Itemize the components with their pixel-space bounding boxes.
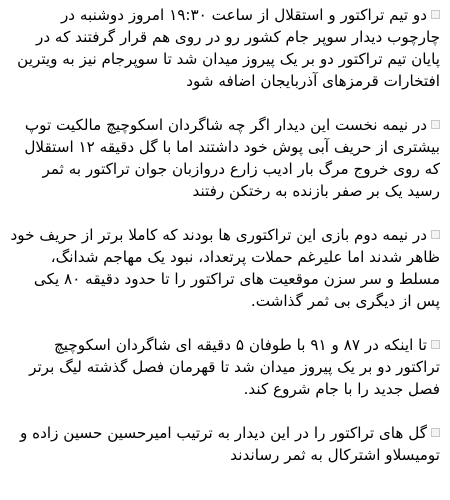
bullet-icon: [431, 10, 440, 19]
bullet-icon: [431, 340, 440, 349]
bullet-icon: [431, 120, 440, 129]
paragraph-text: تا اینکه در ۸۷ و ۹۱ با طوفان ۵ دقیقه ای شاگردان اسکوچیچ تراکتور دو بر یک پیروز میدان شد تا قهرمان فصل گذشته لیگ برتر فصل جدید را با جام شروع کند.: [29, 336, 440, 398]
article-paragraph-5: [8, 422, 440, 466]
bullet-icon: [431, 230, 440, 239]
article-paragraph-3: [8, 224, 440, 312]
article-paragraph-1: [8, 4, 440, 92]
paragraph-text: دو تیم تراکتور و استقلال از ساعت ۱۹:۳۰ امروز دوشنبه در چارچوب دیدار سوپر جام کشور رو در روی هم قرار گرفتند که در پایان تیم تراکتور دو بر یک پیروز میدان شد تا سوپرجام نیز به ویترین افتخارات قرمزهای آذربایجان اضافه شود: [17, 6, 440, 90]
paragraph-text: در نیمه دوم بازی این تراکتوری ها بودند که کاملا برتر از حریف خود ظاهر شدند اما علیرغم حملات پرتعداد، نبود یک مهاجم شدانگ، مسلط و سر سزن موقعیت های تراکتور را تا حدود دقیقه ۸۰ یکی پس از دیگری بی ثمر گذاشت.: [10, 226, 440, 310]
paragraph-text: در نیمه نخست این دیدار اگر چه شاگردان اسکوچیچ مالکیت توپ بیشتری از حریف آبی پوش خود داشتند اما با گل دقیقه ۱۲ استقلال که روی خروج مرگ بار ادیب زارع دروازبان جوان تراکتور به ثمر رسید یک بر صفر بازنده به رختکن رفتند: [24, 116, 440, 200]
article-paragraph-2: [8, 114, 440, 202]
paragraph-text: گل های تراکتور را در این دیدار به ترتیب امیرحسین حسین زاده و تومیسلاو اشترکال به ثمر رساندند: [20, 424, 440, 464]
article-paragraph-4: [8, 334, 440, 400]
bullet-icon: [431, 428, 440, 437]
